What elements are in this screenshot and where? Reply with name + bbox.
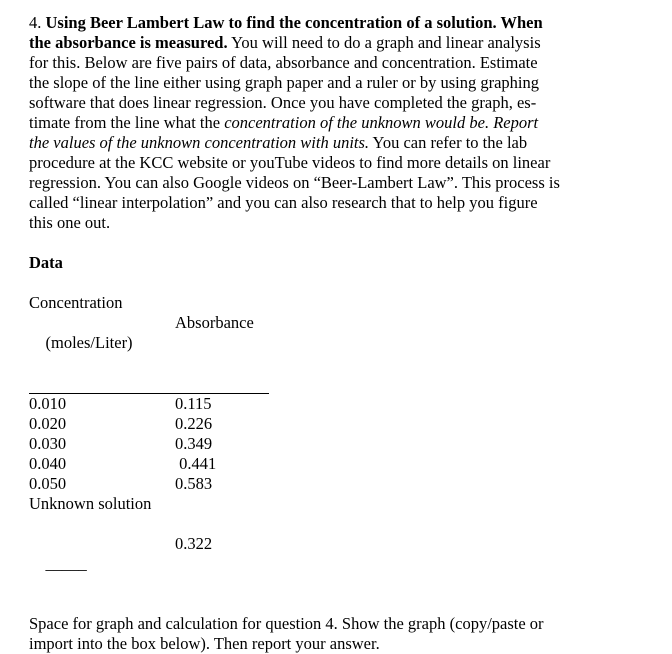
unknown-solution-label: Unknown solution bbox=[29, 494, 152, 513]
question-text-run: for this. Below are five pairs of data, absorbance and concentration. Estimate bbox=[29, 53, 538, 72]
data-table-rows bbox=[29, 394, 672, 494]
question-line bbox=[29, 33, 672, 53]
question-text-run: timate from the line what the bbox=[29, 113, 225, 132]
unknown-concentration-blank: _____ bbox=[45, 554, 87, 573]
table-row bbox=[29, 474, 672, 494]
question-text-run: this one out. bbox=[29, 213, 111, 232]
concentration-header-line2: (moles/Liter) bbox=[45, 333, 133, 352]
question-text-run: You will need to do a graph and linear analysis bbox=[227, 33, 541, 52]
question-text-run: the absorbance is measured. bbox=[29, 33, 228, 52]
blank-line bbox=[29, 514, 672, 534]
question-text-run: software that does linear regression. Once you have completed the graph, es- bbox=[29, 93, 537, 112]
blank-line bbox=[29, 233, 672, 253]
question-text-run: Using Beer Lambert Law to find the concentration of a solution. When bbox=[45, 13, 543, 32]
question-text-run: 4. bbox=[29, 13, 46, 32]
question-text-run: called “linear interpolation” and you can also research that to help you figure bbox=[29, 193, 538, 212]
question-line bbox=[29, 113, 672, 133]
table-row bbox=[29, 434, 672, 454]
absorbance-cell: 0.226 bbox=[175, 414, 213, 433]
question-line bbox=[29, 13, 672, 33]
footer-line: Space for graph and calculation for question 4. Show the graph (copy/paste or bbox=[29, 614, 544, 633]
question-text-run: procedure at the KCC website or youTube videos to find more details on linear bbox=[29, 153, 551, 172]
absorbance-header: Absorbance bbox=[175, 313, 254, 332]
concentration-cell: 0.020 bbox=[29, 414, 67, 433]
table-row bbox=[29, 394, 672, 414]
absorbance-cell: 0.583 bbox=[175, 474, 213, 493]
question-line bbox=[29, 53, 672, 73]
data-heading: Data bbox=[29, 253, 63, 272]
table-header-row bbox=[29, 313, 269, 394]
question-text-run: the slope of the line either using graph paper and a ruler or by using graphing bbox=[29, 73, 539, 92]
unknown-answer-row bbox=[29, 534, 672, 614]
table-row bbox=[29, 454, 672, 474]
concentration-header-line1: Concentration bbox=[29, 293, 123, 312]
question-line bbox=[29, 193, 672, 213]
unknown-absorbance-value: 0.322 bbox=[175, 534, 213, 553]
question-line bbox=[29, 173, 672, 193]
footer-instructions bbox=[29, 614, 672, 654]
concentration-cell: 0.030 bbox=[29, 434, 67, 453]
question-line bbox=[29, 73, 672, 93]
question-text-run: You can refer to the lab bbox=[369, 133, 528, 152]
concentration-cell: 0.050 bbox=[29, 474, 67, 493]
question-text-run: the values of the unknown concentration with units. bbox=[29, 133, 370, 152]
blank-line bbox=[29, 273, 672, 293]
question-line bbox=[29, 213, 672, 233]
concentration-cell: 0.040 bbox=[29, 454, 67, 473]
absorbance-cell: 0.115 bbox=[175, 394, 212, 413]
question-4-paragraph bbox=[29, 13, 672, 233]
question-text-run: concentration of the unknown would be. Report bbox=[224, 113, 539, 132]
table-row bbox=[29, 414, 672, 434]
footer-line: import into the box below). Then report your answer. bbox=[29, 634, 380, 653]
question-line bbox=[29, 133, 672, 153]
concentration-cell: 0.010 bbox=[29, 394, 67, 413]
question-line bbox=[29, 153, 672, 173]
question-text-run: regression. You can also Google videos on “Beer-Lambert Law”. This process is bbox=[29, 173, 560, 192]
question-line bbox=[29, 93, 672, 113]
absorbance-cell: 0.441 bbox=[175, 454, 217, 473]
absorbance-cell: 0.349 bbox=[175, 434, 213, 453]
